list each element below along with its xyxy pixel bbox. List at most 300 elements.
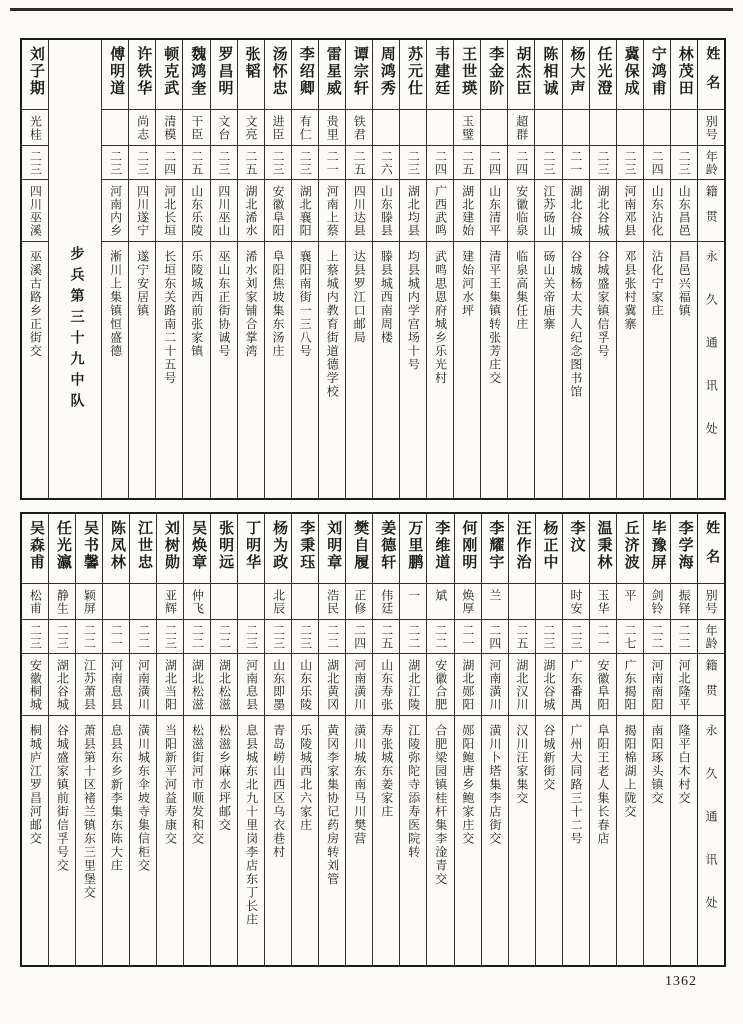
person-alias: 颖屏 xyxy=(82,589,97,615)
person-name-cell xyxy=(22,40,48,110)
person-address-cell xyxy=(129,242,155,498)
person-name-cell xyxy=(49,514,75,584)
header-address-cell xyxy=(698,242,724,498)
person-age: 二三 xyxy=(135,150,150,176)
person-native: 四川达县 xyxy=(352,185,367,237)
person-native: 河南息县 xyxy=(109,659,124,711)
person-name: 温秉林 xyxy=(595,520,612,571)
person-alias-cell xyxy=(536,584,562,620)
person-native-cell xyxy=(509,654,535,716)
person-name: 胡杰臣 xyxy=(514,46,531,97)
person-address: 阜阳焦坡集东汤庄 xyxy=(271,250,286,358)
person-native-cell xyxy=(400,180,426,242)
person-column xyxy=(237,514,264,965)
person-age-cell xyxy=(590,146,616,180)
person-alias-cell xyxy=(238,584,264,620)
person-column xyxy=(22,514,48,965)
person-native: 山东滕县 xyxy=(379,185,394,237)
person-alias: 玉华 xyxy=(595,589,610,615)
person-address: 谷城新街交 xyxy=(541,724,556,792)
person-alias-cell xyxy=(508,110,534,146)
person-name-cell xyxy=(617,40,643,110)
person-address-cell xyxy=(183,242,209,498)
person-alias: 兰 xyxy=(487,589,502,602)
person-address: 潢川城东伞坡寺集信柜交 xyxy=(136,724,151,873)
person-alias-cell xyxy=(157,584,183,620)
person-age-cell xyxy=(617,146,643,180)
person-column xyxy=(616,40,643,498)
person-address-cell xyxy=(346,716,372,965)
person-address-cell xyxy=(482,716,508,965)
person-age-cell xyxy=(617,620,643,654)
person-alias: 北辰 xyxy=(271,589,286,615)
person-name: 傅明道 xyxy=(108,46,125,97)
person-age-cell xyxy=(427,620,453,654)
person-address: 襄阳南街一三八号 xyxy=(298,250,313,358)
person-column xyxy=(453,40,480,498)
person-column xyxy=(643,40,670,498)
person-age: 二五 xyxy=(352,150,367,176)
person-native: 湖北当阳 xyxy=(163,659,178,711)
person-age-cell xyxy=(156,146,182,180)
person-native-cell xyxy=(103,654,129,716)
person-name: 谭宗轩 xyxy=(351,46,368,97)
person-address: 乐陵城西前张家镇 xyxy=(189,250,204,358)
person-name: 樊自履 xyxy=(352,520,369,571)
header-alias-cell xyxy=(698,584,724,620)
person-age: 二三 xyxy=(623,150,638,176)
person-alias-cell xyxy=(590,584,616,620)
person-alias-cell xyxy=(76,584,102,620)
person-alias: 浩民 xyxy=(325,589,340,615)
person-name: 李绍卿 xyxy=(297,46,314,97)
person-alias-cell xyxy=(183,110,209,146)
person-address: 遂宁安居镇 xyxy=(135,250,150,318)
person-native-cell xyxy=(373,180,399,242)
person-age-cell xyxy=(482,620,508,654)
person-column xyxy=(535,514,562,965)
person-age: 二一 xyxy=(460,624,475,650)
person-name-cell xyxy=(373,40,399,110)
person-name-cell xyxy=(130,514,156,584)
person-name-cell xyxy=(156,40,182,110)
person-column xyxy=(372,514,399,965)
person-age: 二二 xyxy=(650,624,665,650)
person-column xyxy=(156,514,183,965)
person-address: 隆平白木村交 xyxy=(677,724,692,805)
person-name: 林茂田 xyxy=(676,46,693,97)
person-alias-cell xyxy=(454,110,480,146)
person-name-cell xyxy=(590,514,616,584)
person-address-cell xyxy=(400,242,426,498)
person-name-cell xyxy=(319,514,345,584)
person-name: 冀保成 xyxy=(622,46,639,97)
person-address-cell xyxy=(671,716,697,965)
person-address-cell xyxy=(535,242,561,498)
person-column xyxy=(562,40,589,498)
person-age: 二三 xyxy=(271,624,286,650)
person-alias: 玉璧 xyxy=(460,115,475,141)
person-address-cell xyxy=(238,242,264,498)
person-address-cell xyxy=(184,716,210,965)
person-native: 四川遂宁 xyxy=(135,185,150,237)
person-name-cell xyxy=(183,40,209,110)
person-age-cell xyxy=(671,620,697,654)
person-name: 毕豫屏 xyxy=(649,520,666,571)
person-column xyxy=(345,514,372,965)
person-name-cell xyxy=(509,514,535,584)
person-age: 二四 xyxy=(514,150,529,176)
person-age-cell xyxy=(400,620,426,654)
person-name: 江世忠 xyxy=(136,520,153,571)
person-native: 湖北黄冈 xyxy=(325,659,340,711)
person-age: 二三 xyxy=(541,624,556,650)
person-address: 息县城东北九十里岗李店东丁长庄 xyxy=(244,724,259,927)
person-address: 松滋乡麻水坪邮交 xyxy=(217,724,232,832)
person-age: 二一 xyxy=(595,624,610,650)
person-age-cell xyxy=(454,146,480,180)
person-age-cell xyxy=(157,620,183,654)
person-address-cell xyxy=(265,242,291,498)
person-age: 二二 xyxy=(217,624,232,650)
person-name-cell xyxy=(482,514,508,584)
person-column xyxy=(210,514,237,965)
person-address: 当阳新平河益寿康交 xyxy=(163,724,178,846)
person-alias-cell xyxy=(238,110,264,146)
person-name-cell xyxy=(644,514,670,584)
person-age-cell xyxy=(265,620,291,654)
person-address-cell xyxy=(49,716,75,965)
person-age-cell xyxy=(319,620,345,654)
person-address-cell xyxy=(319,716,345,965)
person-native-cell xyxy=(22,180,48,242)
person-native: 河南潢川 xyxy=(487,659,502,711)
person-name: 汤怀忠 xyxy=(270,46,287,97)
person-column xyxy=(318,40,345,498)
person-address: 谷城杨太夫人纪念图书馆 xyxy=(568,250,583,399)
person-column xyxy=(508,514,535,965)
person-age: 二四 xyxy=(487,624,502,650)
person-native: 山东即墨 xyxy=(271,659,286,711)
person-native: 安徽合肥 xyxy=(433,659,448,711)
person-address-cell xyxy=(373,242,399,498)
person-native-cell xyxy=(211,180,237,242)
person-name: 万里鹏 xyxy=(406,520,423,571)
person-age: 二二 xyxy=(433,624,448,650)
person-name-cell xyxy=(427,40,453,110)
person-column xyxy=(102,514,129,965)
roster-table-upper xyxy=(20,38,726,500)
person-name: 李秉珏 xyxy=(298,520,315,571)
person-alias: 剑铃 xyxy=(650,589,665,615)
person-native: 山东乐陵 xyxy=(298,659,313,711)
person-address: 昌邑兴福镇 xyxy=(677,250,692,318)
person-alias-cell xyxy=(644,110,670,146)
person-age-cell xyxy=(346,620,372,654)
person-name-cell xyxy=(211,514,237,584)
person-alias-cell xyxy=(129,110,155,146)
person-native-cell xyxy=(238,180,264,242)
person-native: 湖北郧阳 xyxy=(460,659,475,711)
person-age-cell xyxy=(319,146,345,180)
person-name: 刘明章 xyxy=(325,520,342,571)
unit-label: 步兵第三十九中队 xyxy=(68,246,84,414)
person-address-cell xyxy=(590,242,616,498)
person-age: 二三 xyxy=(677,150,692,176)
person-native-cell xyxy=(590,180,616,242)
person-alias: 平 xyxy=(623,589,637,602)
person-age-cell xyxy=(76,620,102,654)
person-age: 二二 xyxy=(136,624,151,650)
person-name-cell xyxy=(157,514,183,584)
person-age-cell xyxy=(129,146,155,180)
person-native: 湖北汉川 xyxy=(514,659,529,711)
person-age: 二二 xyxy=(406,624,421,650)
person-column xyxy=(562,514,589,965)
person-name-cell xyxy=(292,40,318,110)
person-native-cell xyxy=(292,180,318,242)
person-name-cell xyxy=(455,514,481,584)
person-alias: 文台 xyxy=(216,115,231,141)
person-age-cell xyxy=(22,620,48,654)
person-column xyxy=(101,40,128,498)
person-address: 砀山关帝庙寨 xyxy=(541,250,556,331)
person-address: 潢川城东南马川樊营 xyxy=(352,724,367,846)
person-address: 息县东乡新李集东陈大庄 xyxy=(109,724,124,873)
person-alias: 时安 xyxy=(568,589,583,615)
person-native-cell xyxy=(129,180,155,242)
person-alias: 贵里 xyxy=(325,115,340,141)
person-alias: 焕厚 xyxy=(460,589,475,615)
person-alias-cell xyxy=(184,584,210,620)
person-native: 河北隆平 xyxy=(677,659,692,711)
person-address-cell xyxy=(617,716,643,965)
person-native-cell xyxy=(563,180,589,242)
person-native: 广东番禺 xyxy=(568,659,583,711)
person-alias: 静生 xyxy=(55,589,70,615)
header-alias-cell xyxy=(698,110,724,146)
person-native: 湖北松滋 xyxy=(190,659,205,711)
person-name-cell xyxy=(211,40,237,110)
person-age: 二四 xyxy=(433,150,448,176)
person-address: 沾化宁家庄 xyxy=(650,250,665,318)
person-alias: 振铎 xyxy=(677,589,692,615)
person-column xyxy=(237,40,264,498)
person-name: 任光瀛 xyxy=(54,520,71,571)
person-name-cell xyxy=(76,514,102,584)
person-native-cell xyxy=(49,654,75,716)
person-alias-cell xyxy=(427,584,453,620)
header-name: 姓名 xyxy=(704,520,720,578)
person-name: 李维道 xyxy=(433,520,450,571)
person-native: 湖北谷城 xyxy=(541,659,556,711)
person-column xyxy=(670,514,697,965)
person-native-cell xyxy=(508,180,534,242)
person-name: 吴书馨 xyxy=(81,520,98,571)
person-name-cell xyxy=(671,40,697,110)
person-alias-cell xyxy=(319,584,345,620)
person-alias-cell xyxy=(617,110,643,146)
person-address: 谷城盛家镇前街信孚号交 xyxy=(55,724,70,873)
person-address: 均县城内学宫场十号 xyxy=(406,250,421,372)
header-name: 姓名 xyxy=(704,46,720,104)
person-column xyxy=(182,40,209,498)
person-native: 江苏萧县 xyxy=(82,659,97,711)
person-name: 张明远 xyxy=(217,520,234,571)
person-native: 湖北浠水 xyxy=(243,185,258,237)
person-native: 山东昌邑 xyxy=(677,185,692,237)
person-address-cell xyxy=(563,716,589,965)
person-age-cell xyxy=(563,620,589,654)
person-age-cell xyxy=(400,146,426,180)
person-name-cell xyxy=(238,40,264,110)
person-alias-cell xyxy=(265,584,291,620)
person-alias: 仲飞 xyxy=(190,589,205,615)
person-age-cell xyxy=(455,620,481,654)
person-name-cell xyxy=(238,514,264,584)
person-alias-cell xyxy=(671,110,697,146)
person-address: 潢川卜塔集李店街交 xyxy=(487,724,502,846)
person-age-cell xyxy=(292,620,318,654)
header-native-cell xyxy=(698,180,724,242)
person-alias: 一 xyxy=(406,589,421,602)
person-native-cell xyxy=(536,654,562,716)
person-column xyxy=(481,514,508,965)
person-alias-cell xyxy=(211,110,237,146)
person-alias-cell xyxy=(49,584,75,620)
person-age-cell xyxy=(373,146,399,180)
person-native-cell xyxy=(454,180,480,242)
person-name: 刘树勋 xyxy=(163,520,180,571)
person-name: 顿克武 xyxy=(162,46,179,97)
person-column xyxy=(128,40,155,498)
person-age: 二三 xyxy=(271,150,286,176)
person-alias-cell xyxy=(535,110,561,146)
person-age-cell xyxy=(590,620,616,654)
header-address: 永久通讯处 xyxy=(704,724,719,939)
person-column xyxy=(22,40,48,498)
header-address: 永久通讯处 xyxy=(704,250,719,465)
person-name: 丘济波 xyxy=(622,520,639,571)
person-age: 二二 xyxy=(677,624,692,650)
person-address-cell xyxy=(292,716,318,965)
person-alias-cell xyxy=(211,584,237,620)
person-alias-cell xyxy=(400,110,426,146)
person-age: 二三 xyxy=(28,624,43,650)
person-alias: 亚辉 xyxy=(163,589,178,615)
person-name: 任光澄 xyxy=(595,46,612,97)
header-age: 年龄 xyxy=(704,150,719,176)
person-column xyxy=(264,514,291,965)
person-alias-cell xyxy=(590,110,616,146)
person-column xyxy=(48,514,75,965)
person-age: 二四 xyxy=(162,150,177,176)
person-address-cell xyxy=(346,242,372,498)
person-native-cell xyxy=(184,654,210,716)
person-native-cell xyxy=(482,654,508,716)
person-name-cell xyxy=(400,514,426,584)
person-alias-cell xyxy=(130,584,156,620)
person-name-cell xyxy=(103,514,129,584)
person-address-cell xyxy=(617,242,643,498)
person-age: 二三 xyxy=(55,624,70,650)
person-address-cell xyxy=(563,242,589,498)
person-alias-cell xyxy=(346,110,372,146)
person-name-cell xyxy=(265,40,291,110)
person-address: 阜阳王老人集长春店 xyxy=(595,724,610,846)
person-address: 邓县张村冀寨 xyxy=(623,250,638,331)
person-native: 河南南阳 xyxy=(650,659,665,711)
person-alias-cell xyxy=(481,110,507,146)
person-native: 湖北谷城 xyxy=(55,659,70,711)
person-age-cell xyxy=(211,146,237,180)
person-name-cell xyxy=(319,40,345,110)
person-address-cell xyxy=(265,716,291,965)
person-address-cell xyxy=(427,716,453,965)
person-address-cell xyxy=(103,716,129,965)
person-name-cell xyxy=(102,40,128,110)
person-native-cell xyxy=(590,654,616,716)
header-name-cell xyxy=(698,40,724,110)
person-address-cell xyxy=(102,242,128,498)
person-alias: 伟廷 xyxy=(379,589,394,615)
person-age-cell xyxy=(292,146,318,180)
person-name: 李学海 xyxy=(676,520,693,571)
header-age-cell xyxy=(698,620,724,654)
person-alias-cell xyxy=(671,584,697,620)
person-name: 苏元仕 xyxy=(406,46,422,97)
roster-table-lower xyxy=(20,512,726,967)
person-name-cell xyxy=(427,514,453,584)
person-name: 陈相诚 xyxy=(541,46,558,97)
header-address-cell xyxy=(698,716,724,965)
person-alias-cell xyxy=(455,584,481,620)
person-address-cell xyxy=(211,716,237,965)
person-column xyxy=(616,514,643,965)
person-native: 安徽桐城 xyxy=(28,659,43,711)
person-native-cell xyxy=(292,654,318,716)
person-address: 合肥梁园镇桂杆集李淦青交 xyxy=(433,724,448,886)
person-native-cell xyxy=(644,654,670,716)
person-address: 寿张城东姜家庄 xyxy=(379,724,394,819)
person-native-cell xyxy=(319,654,345,716)
person-native-cell xyxy=(644,180,670,242)
unit-column xyxy=(48,40,101,498)
person-native: 湖北谷城 xyxy=(568,185,583,237)
person-age: 二四 xyxy=(487,150,502,176)
person-name: 周鸿秀 xyxy=(378,46,395,97)
person-name-cell xyxy=(481,40,507,110)
person-address-cell xyxy=(292,242,318,498)
person-age-cell xyxy=(265,146,291,180)
person-age-cell xyxy=(211,620,237,654)
person-name: 雷星威 xyxy=(324,46,341,97)
person-name-cell xyxy=(400,40,426,110)
header-alias: 别号 xyxy=(704,589,719,615)
person-age-cell xyxy=(509,620,535,654)
person-column xyxy=(264,40,291,498)
person-name-cell xyxy=(454,40,480,110)
person-alias-cell xyxy=(400,584,426,620)
person-age-cell xyxy=(238,146,264,180)
person-alias-cell xyxy=(482,584,508,620)
person-alias-cell xyxy=(103,584,129,620)
person-native-cell xyxy=(130,654,156,716)
person-address: 江陵弥陀寺添寿医院转 xyxy=(406,724,421,859)
person-age: 二二 xyxy=(325,624,340,650)
person-age: 二五 xyxy=(379,624,394,650)
person-address-cell xyxy=(76,716,102,965)
